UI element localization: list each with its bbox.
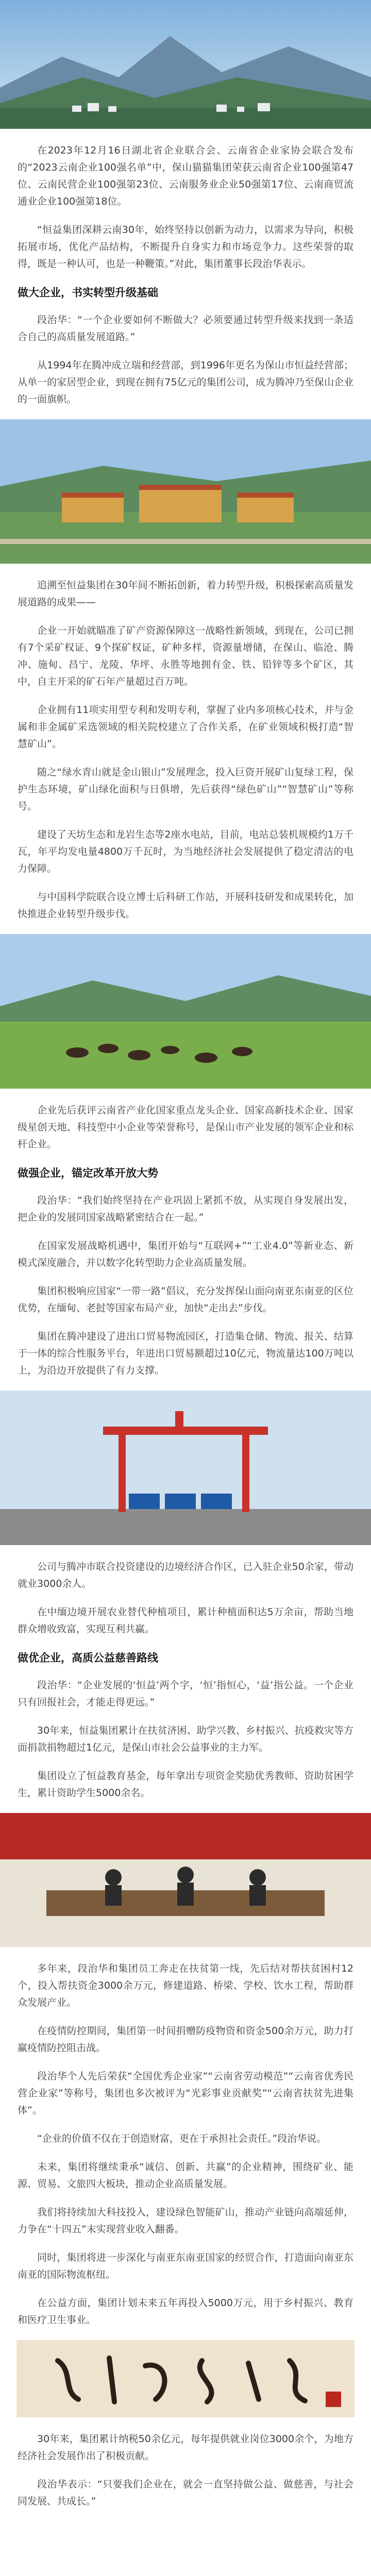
intro-paragraph-2: “恒益集团深耕云南30年，始终坚持以创新为动力，以需求为导向，积极拓展市场，优化产品结构，不断提升自身实力和市场竞争力。这些荣誉的取得，既是一种认可，也是一种鞭策。”对此，集团董事长段治华表示。 [18,224,353,269]
article-body-6 [0,2431,371,2510]
section-2-paragraph-2: 企业一开始就瞄准了矿产资源保障这一战略性新领域，到现在，公司已拥有7个采矿权证、9个探矿权证，矿种多样，资源量增储，在保山、临沧、腾冲、施甸、昌宁、龙陵、华坪、永胜等地拥有金、铁、铅锌等多个矿区，其中，自主开采的矿石年产量超过百万吨。 [18,625,353,687]
section-7-paragraph-1: 多年来，段治华和集团员工奔走在扶贫第一线，先后结对帮扶贫困村12个，投入帮扶资金3000余万元，修建道路、桥梁、学校、饮水工程，帮助群众发展产业。 [18,1963,353,2008]
photo-calligraphy [16,2340,355,2417]
photo-port-crane [0,1391,371,1545]
meeting-image [0,1813,371,1947]
section-7-paragraph-5: 未来，集团将继续秉承“诚信、创新、共赢”的企业精神，围绕矿业、能源、贸易、文旅四大板块，推动企业高质量发展。 [18,2161,353,2190]
mountain-town-image [0,0,371,129]
section-6-paragraph-1: 段治华：“企业发展的‘恒益’两个字，‘恒’指恒心，‘益’指公益。一个企业只有回报社会，才能走得更远。” [18,1680,353,1708]
section-7-paragraph-6: 我们将持续加大科技投入，建设绿色智能矿山，推动产业链向高端延伸，力争在“十四五”末实现营业收入翻番。 [18,2207,353,2235]
section-6-paragraph-2: 30年来，恒益集团累计在扶贫济困、助学兴教、乡村振兴、抗疫救灾等方面捐款捐物超过1亿元，是保山市社会公益事业的主力军。 [18,1725,353,1753]
section-8-paragraph-1: 30年来，集团累计纳税50余亿元，每年提供就业岗位3000余个，为地方经济社会发展作出了积极贡献。 [18,2433,353,2462]
calligraphy-image [16,2340,355,2417]
section-8-paragraph-2: 段治华表示：“只要我们企业在，就会一直坚持做公益、做慈善，与社会同发展、共成长。” [18,2479,353,2507]
intro-paragraph-1: 在2023年12月16日湖北省企业联合会、云南省企业家协会联合发布的“2023云南企业100强名单”中，保山猫猫集团荣获云南省企业100强第47位、云南民营企业100强第23位、云南服务业企业50强第17位、云南商贸流通业企业100强第18位。 [18,145,353,207]
section-4-paragraph-2: 在国家发展战略机遇中，集团开始与“互联网+”“工业4.0”等新业态、新模式深度融合，并以数字化转型助力企业高质量发展。 [18,1240,353,1268]
section-title-3: 做优企业，高质公益慈善路线 [18,1652,158,1664]
section-4-paragraph-4: 集团在腾冲建设了进出口贸易物流园区，打造集仓储、物流、报关、结算于一体的综合性服务平台，年进出口贸易额超过10亿元，物流量达100万吨以上，为沿边开放提供了有力支撑。 [18,1331,353,1376]
section-title-1: 做大企业，书实转型升级基础 [18,286,158,299]
photo-company-park [0,419,371,564]
section-7-paragraph-2: 在疫情防控期间，集团第一时间捐赠防疫物资和资金500余万元，助力打赢疫情防控阻击战。 [18,2025,353,2054]
section-2-paragraph-4: 随之“绿水青山就是金山银山”发展理念，投入巨资开展矿山复绿工程，保护生态环境，矿山绿化面积与日俱增，先后获得“绿色矿山”“智慧矿山”等称号。 [18,767,353,812]
section-3-paragraph-1: 企业先后获评云南省产业化国家重点龙头企业、国家高新技术企业、国家级星创天地、科技型中小企业等荣誉称号，是保山市产业发展的领军企业和标杆企业。 [18,1105,353,1150]
section-7-paragraph-8: 在公益方面，集团计划未来五年再投入5000万元，用于乡村振兴、教育和医疗卫生事业。 [18,2297,353,2326]
company-park-image [0,419,371,564]
section-1-paragraph-1: 段治华：“一个企业要如何不断做大？必须要通过转型升级来找到一条适合自己的高质量发展道路。” [18,314,353,343]
pasture-image [0,934,371,1089]
section-7-paragraph-7: 同时，集团将进一步深化与南亚东南亚国家的经贸合作，打造面向南亚东南亚的国际物流枢纽。 [18,2252,353,2280]
section-7-paragraph-3: 段治华个人先后荣获“全国优秀企业家”“云南省劳动模范”“云南省优秀民营企业家”等称号，集团也多次被评为“光彩事业贡献奖”“云南省扶贫先进集体”。 [18,2071,353,2116]
section-5-paragraph-2: 在中缅边境开展农业替代种植项目，累计种植面积达5万余亩，帮助当地群众增收致富，实现互利共赢。 [18,1606,353,1635]
section-2-paragraph-1: 追溯至恒益集团在30年间不断拓创新，着力转型升级，积极探索高质量发展道路的成果—— [18,580,353,608]
photo-meeting [0,1813,371,1947]
article-body-3 [0,1102,371,1379]
section-7-paragraph-4: “企业的价值不仅在于创造财富，更在于承担社会责任。”段治华说。 [37,2133,327,2144]
article-body-4 [0,1558,371,1802]
section-4-paragraph-1: 段治华：“我们始终坚持在产业巩固上紧抓不放，从实现自身发展出发，把企业的发展同国家战略紧密结合在一起。” [18,1195,353,1223]
section-5-paragraph-1: 公司与腾冲市联合投资建设的边境经济合作区，已入驻企业50余家，带动就业3000余人。 [18,1561,353,1589]
section-2-paragraph-5: 建设了天坊生态和龙岩生态等2座水电站，目前，电站总装机规模约1万千瓦，年平均发电量4800万千瓦时，为当地经济社会发展提供了稳定清洁的电力保障。 [18,829,353,874]
section-title-2: 做强企业，锚定改革开放大势 [18,1167,158,1179]
port-crane-image [0,1391,371,1545]
section-2-paragraph-6: 与中国科学院联合设立博士后科研工作站，开展科技研发和成果转化，加快推进企业转型升级步伐。 [18,891,353,920]
photo-mountain-town [0,0,371,129]
section-6-paragraph-3: 集团设立了恒益教育基金，每年拿出专项资金奖励优秀教师、资助贫困学生，累计资助学生5000余名。 [18,1770,353,1799]
photo-pasture [0,934,371,1089]
section-4-paragraph-3: 集团积极响应国家“一带一路”倡议，充分发挥保山面向南亚东南亚的区位优势，在缅甸、老挝等国家布局产业，加快“走出去”步伐。 [18,1285,353,1314]
article-body [0,129,371,408]
article-body-2 [0,577,371,923]
section-1-paragraph-2: 从1994年在腾冲成立瑞和经营部，到1996年更名为保山市恒益经营部；从单一的家居型企业，到现在拥有75亿元的集团公司，成为腾冲乃至保山企业的一面旗帜。 [18,360,353,405]
section-2-paragraph-3: 企业拥有11项实用型专利和发明专利，掌握了业内多项核心技术，并与金属和非金属矿采选领域的相关院校建立了合作关系，在矿业领域积极打造“智慧矿山”。 [18,704,353,750]
article-body-5 [0,1960,371,2329]
